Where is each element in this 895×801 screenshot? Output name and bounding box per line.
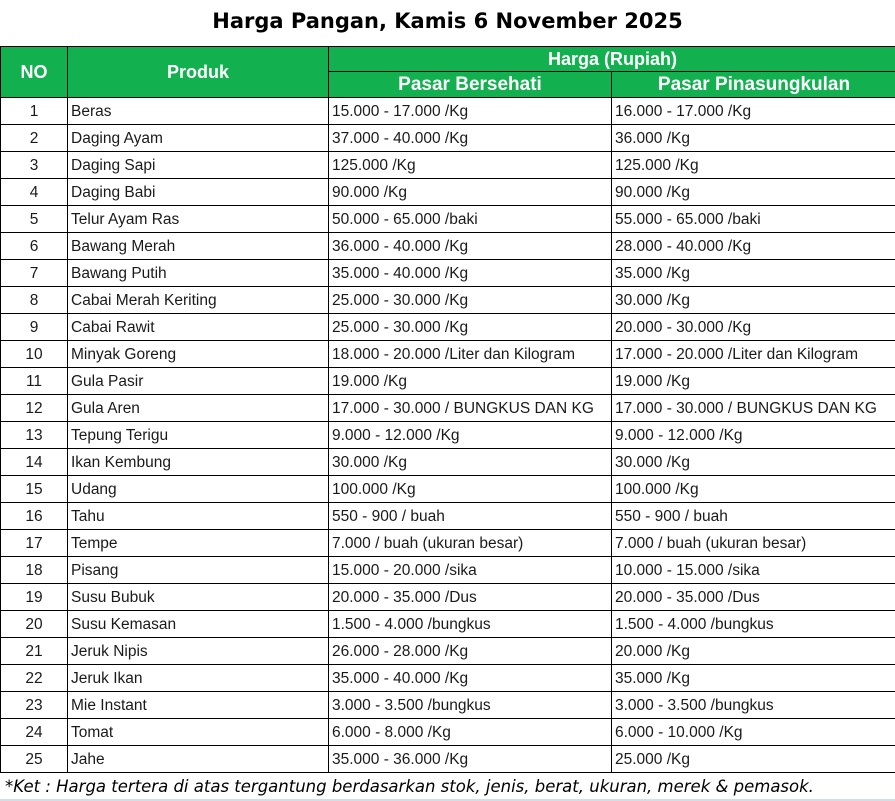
cell-pasar-bersehati: 17.000 - 30.000 / BUNGKUS DAN KG <box>329 395 612 422</box>
cell-pasar-pinasungkulan: 550 - 900 / buah <box>612 503 895 530</box>
header-pasar-bersehati: Pasar Bersehati <box>329 72 612 98</box>
cell-pasar-pinasungkulan: 20.000 - 35.000 /Dus <box>612 584 895 611</box>
cell-produk: Telur Ayam Ras <box>68 206 329 233</box>
table-row <box>1 152 895 179</box>
cell-no: 19 <box>1 584 68 611</box>
table-row <box>1 692 895 719</box>
cell-no: 18 <box>1 557 68 584</box>
cell-produk: Tempe <box>68 530 329 557</box>
header-produk: Produk <box>68 47 329 98</box>
cell-no: 5 <box>1 206 68 233</box>
table-row <box>1 422 895 449</box>
cell-pasar-bersehati: 7.000 / buah (ukuran besar) <box>329 530 612 557</box>
cell-produk: Mie Instant <box>68 692 329 719</box>
cell-produk: Tahu <box>68 503 329 530</box>
cell-pasar-pinasungkulan: 28.000 - 40.000 /Kg <box>612 233 895 260</box>
cell-produk: Jeruk Nipis <box>68 638 329 665</box>
cell-pasar-bersehati: 100.000 /Kg <box>329 476 612 503</box>
cell-produk: Jeruk Ikan <box>68 665 329 692</box>
cell-no: 3 <box>1 152 68 179</box>
cell-produk: Beras <box>68 98 329 125</box>
cell-produk: Daging Sapi <box>68 152 329 179</box>
header-no: NO <box>1 47 68 98</box>
cell-produk: Bawang Putih <box>68 260 329 287</box>
cell-pasar-pinasungkulan: 100.000 /Kg <box>612 476 895 503</box>
cell-produk: Gula Pasir <box>68 368 329 395</box>
table-row <box>1 395 895 422</box>
cell-produk: Daging Ayam <box>68 125 329 152</box>
table-row <box>1 125 895 152</box>
cell-no: 21 <box>1 638 68 665</box>
table-row <box>1 314 895 341</box>
cell-pasar-pinasungkulan: 19.000 /Kg <box>612 368 895 395</box>
cell-pasar-pinasungkulan: 10.000 - 15.000 /sika <box>612 557 895 584</box>
cell-produk: Jahe <box>68 746 329 773</box>
price-table <box>0 46 895 773</box>
cell-pasar-bersehati: 37.000 - 40.000 /Kg <box>329 125 612 152</box>
cell-produk: Minyak Goreng <box>68 341 329 368</box>
table-row <box>1 260 895 287</box>
cell-pasar-bersehati: 9.000 - 12.000 /Kg <box>329 422 612 449</box>
cell-no: 17 <box>1 530 68 557</box>
cell-pasar-pinasungkulan: 55.000 - 65.000 /baki <box>612 206 895 233</box>
table-row <box>1 584 895 611</box>
table-row <box>1 233 895 260</box>
cell-pasar-bersehati: 15.000 - 20.000 /sika <box>329 557 612 584</box>
cell-pasar-bersehati: 35.000 - 40.000 /Kg <box>329 665 612 692</box>
cell-no: 4 <box>1 179 68 206</box>
cell-pasar-pinasungkulan: 20.000 /Kg <box>612 638 895 665</box>
cell-produk: Ikan Kembung <box>68 449 329 476</box>
cell-pasar-bersehati: 50.000 - 65.000 /baki <box>329 206 612 233</box>
cell-produk: Gula Aren <box>68 395 329 422</box>
cell-pasar-pinasungkulan: 3.000 - 3.500 /bungkus <box>612 692 895 719</box>
table-row <box>1 746 895 773</box>
cell-pasar-bersehati: 35.000 - 40.000 /Kg <box>329 260 612 287</box>
table-row <box>1 368 895 395</box>
cell-produk: Pisang <box>68 557 329 584</box>
cell-pasar-bersehati: 19.000 /Kg <box>329 368 612 395</box>
cell-pasar-bersehati: 25.000 - 30.000 /Kg <box>329 287 612 314</box>
cell-pasar-pinasungkulan: 1.500 - 4.000 /bungkus <box>612 611 895 638</box>
table-body <box>1 98 895 773</box>
cell-pasar-bersehati: 30.000 /Kg <box>329 449 612 476</box>
cell-produk: Daging Babi <box>68 179 329 206</box>
footnote: *Ket : Harga tertera di atas tergantung berdasarkan stok, jenis, berat, ukuran, merek & pemasok. <box>0 773 895 801</box>
table-row <box>1 638 895 665</box>
table-row <box>1 179 895 206</box>
cell-no: 16 <box>1 503 68 530</box>
cell-pasar-bersehati: 90.000 /Kg <box>329 179 612 206</box>
cell-no: 11 <box>1 368 68 395</box>
cell-produk: Cabai Rawit <box>68 314 329 341</box>
cell-pasar-bersehati: 26.000 - 28.000 /Kg <box>329 638 612 665</box>
cell-no: 15 <box>1 476 68 503</box>
cell-produk: Tomat <box>68 719 329 746</box>
cell-no: 9 <box>1 314 68 341</box>
cell-no: 13 <box>1 422 68 449</box>
cell-pasar-pinasungkulan: 35.000 /Kg <box>612 665 895 692</box>
table-row <box>1 287 895 314</box>
table-row <box>1 719 895 746</box>
table-row <box>1 98 895 125</box>
cell-pasar-pinasungkulan: 17.000 - 30.000 / BUNGKUS DAN KG <box>612 395 895 422</box>
header-pasar-pinasungkulan: Pasar Pinasungkulan <box>612 72 895 98</box>
cell-pasar-bersehati: 125.000 /Kg <box>329 152 612 179</box>
cell-no: 6 <box>1 233 68 260</box>
table-header <box>1 47 895 98</box>
cell-pasar-bersehati: 15.000 - 17.000 /Kg <box>329 98 612 125</box>
header-harga-group: Harga (Rupiah) <box>329 47 895 72</box>
cell-pasar-bersehati: 20.000 - 35.000 /Dus <box>329 584 612 611</box>
cell-pasar-bersehati: 25.000 - 30.000 /Kg <box>329 314 612 341</box>
cell-pasar-pinasungkulan: 16.000 - 17.000 /Kg <box>612 98 895 125</box>
cell-pasar-pinasungkulan: 30.000 /Kg <box>612 449 895 476</box>
cell-pasar-bersehati: 35.000 - 36.000 /Kg <box>329 746 612 773</box>
table-row <box>1 449 895 476</box>
cell-produk: Bawang Merah <box>68 233 329 260</box>
cell-no: 10 <box>1 341 68 368</box>
cell-no: 1 <box>1 98 68 125</box>
table-row <box>1 341 895 368</box>
cell-pasar-bersehati: 6.000 - 8.000 /Kg <box>329 719 612 746</box>
cell-produk: Susu Kemasan <box>68 611 329 638</box>
cell-produk: Udang <box>68 476 329 503</box>
cell-pasar-pinasungkulan: 90.000 /Kg <box>612 179 895 206</box>
table-row <box>1 503 895 530</box>
cell-produk: Tepung Terigu <box>68 422 329 449</box>
cell-no: 2 <box>1 125 68 152</box>
cell-pasar-pinasungkulan: 35.000 /Kg <box>612 260 895 287</box>
table-row <box>1 530 895 557</box>
cell-pasar-pinasungkulan: 7.000 / buah (ukuran besar) <box>612 530 895 557</box>
cell-pasar-pinasungkulan: 125.000 /Kg <box>612 152 895 179</box>
cell-pasar-bersehati: 3.000 - 3.500 /bungkus <box>329 692 612 719</box>
cell-pasar-pinasungkulan: 6.000 - 10.000 /Kg <box>612 719 895 746</box>
table-row <box>1 476 895 503</box>
cell-pasar-pinasungkulan: 20.000 - 30.000 /Kg <box>612 314 895 341</box>
cell-no: 12 <box>1 395 68 422</box>
table-row <box>1 206 895 233</box>
cell-no: 23 <box>1 692 68 719</box>
cell-pasar-pinasungkulan: 25.000 /Kg <box>612 746 895 773</box>
cell-no: 25 <box>1 746 68 773</box>
cell-produk: Susu Bubuk <box>68 584 329 611</box>
cell-pasar-bersehati: 18.000 - 20.000 /Liter dan Kilogram <box>329 341 612 368</box>
cell-pasar-pinasungkulan: 9.000 - 12.000 /Kg <box>612 422 895 449</box>
cell-no: 8 <box>1 287 68 314</box>
table-row <box>1 665 895 692</box>
cell-pasar-bersehati: 36.000 - 40.000 /Kg <box>329 233 612 260</box>
cell-pasar-pinasungkulan: 36.000 /Kg <box>612 125 895 152</box>
cell-no: 14 <box>1 449 68 476</box>
cell-pasar-pinasungkulan: 17.000 - 20.000 /Liter dan Kilogram <box>612 341 895 368</box>
cell-no: 24 <box>1 719 68 746</box>
page-title: Harga Pangan, Kamis 6 November 2025 <box>212 9 683 33</box>
cell-pasar-bersehati: 550 - 900 / buah <box>329 503 612 530</box>
table-row <box>1 557 895 584</box>
cell-no: 22 <box>1 665 68 692</box>
cell-pasar-bersehati: 1.500 - 4.000 /bungkus <box>329 611 612 638</box>
table-row <box>1 611 895 638</box>
cell-produk: Cabai Merah Keriting <box>68 287 329 314</box>
cell-no: 20 <box>1 611 68 638</box>
cell-pasar-pinasungkulan: 30.000 /Kg <box>612 287 895 314</box>
cell-no: 7 <box>1 260 68 287</box>
